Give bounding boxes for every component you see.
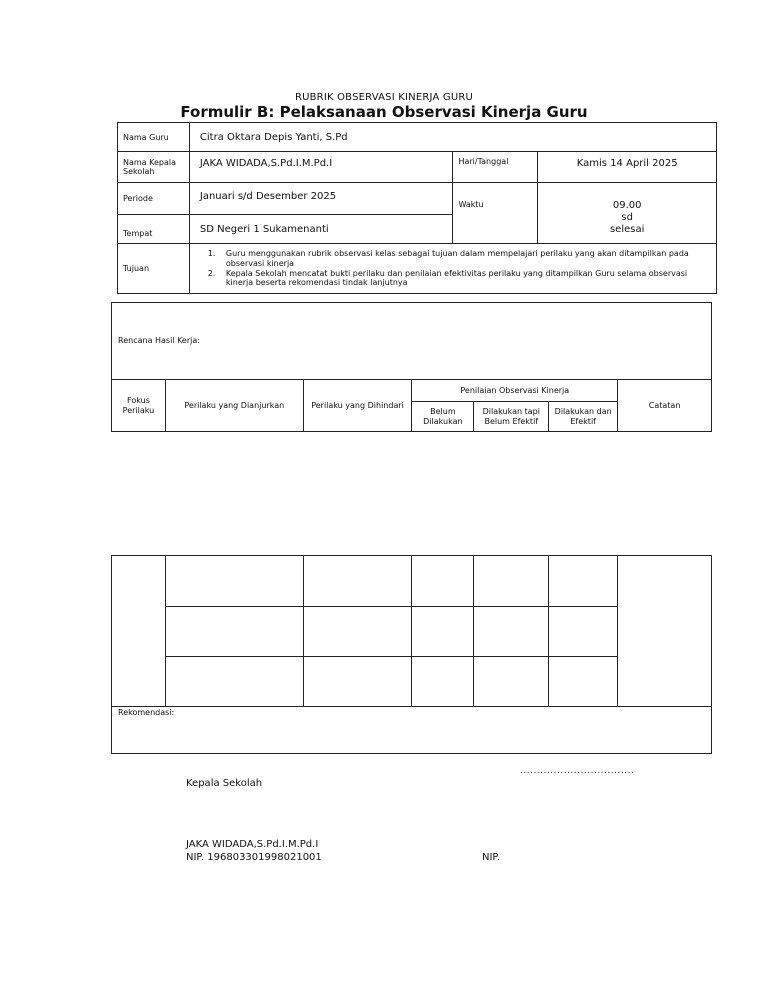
observasi-body-table <box>111 555 712 754</box>
dihindari-cell[interactable] <box>303 657 412 707</box>
signature-name: JAKA WIDADA,S.Pd.I.M.Pd.I <box>186 839 319 850</box>
rekomendasi-label: Rekomendasi: <box>112 707 712 754</box>
kepala-sekolah-value: JAKA WIDADA,S.Pd.I.M.Pd.I <box>189 152 453 183</box>
nama-guru-label: Nama Guru <box>118 123 190 152</box>
hari-tanggal-value: Kamis 14 April 2025 <box>538 152 717 183</box>
perilaku-dianjurkan-header: Perilaku yang Dianjurkan <box>165 380 303 432</box>
catatan-cell[interactable] <box>618 556 712 707</box>
rencana-hasil-kerja-label: Rencana Hasil Kerja: <box>112 303 712 380</box>
perilaku-dihindari-header: Perilaku yang Dihindari <box>303 380 412 432</box>
form-subtitle: RUBRIK OBSERVASI KINERJA GURU <box>294 92 474 103</box>
hari-tanggal-label: Hari/Tanggal <box>453 152 538 183</box>
observasi-table <box>111 302 712 432</box>
waktu-line-3: selesai <box>609 224 645 235</box>
waktu-line-2: sd <box>621 212 633 223</box>
tujuan-item-1: 1. Guru menggunakan rubrik observasi kelas sebagai tujuan dalam mempelajari perilaku yang akan ditampilkan pada observasi kinerja <box>218 249 716 268</box>
tujuan-item-2: 2. Kepala Sekolah mencatat bukti perilaku dan penilaian efektivitas perilaku yang ditampilkan Guru selama observasi kinerja beserta rekomendasi tindak lanjutnya <box>218 269 716 288</box>
efektif-cell[interactable] <box>549 556 618 607</box>
tempat-value: SD Negeri 1 Sukamenanti <box>189 215 453 244</box>
belum-efektif-cell[interactable] <box>474 657 549 707</box>
fokus-cell[interactable] <box>112 556 166 707</box>
signature-role: Kepala Sekolah <box>186 778 263 789</box>
belum-cell[interactable] <box>412 556 474 607</box>
tujuan-label: Tujuan <box>118 244 190 294</box>
dianjurkan-cell[interactable] <box>165 607 303 657</box>
tujuan-list <box>189 244 716 294</box>
belum-efektif-cell[interactable] <box>474 607 549 657</box>
kepala-sekolah-label: Nama Kepala Sekolah <box>118 152 190 183</box>
belum-dilakukan-header: Belum Dilakukan <box>412 402 474 432</box>
form-title: Formulir B: Pelaksanaan Observasi Kinerja Guru <box>180 103 588 121</box>
waktu-value <box>538 183 717 244</box>
dianjurkan-cell[interactable] <box>165 556 303 607</box>
signature-nip-right: NIP. <box>482 852 501 863</box>
efektif-cell[interactable] <box>549 657 618 707</box>
dihindari-cell[interactable] <box>303 607 412 657</box>
waktu-line-1: 09.00 <box>612 200 642 211</box>
catatan-header: Catatan <box>618 380 712 432</box>
info-table <box>117 122 717 294</box>
dianjurkan-cell[interactable] <box>165 657 303 707</box>
penilaian-observasi-header: Penilaian Observasi Kinerja <box>412 380 618 402</box>
belum-efektif-header: Dilakukan tapi Belum Efektif <box>474 402 549 432</box>
waktu-label: Waktu <box>453 183 538 244</box>
belum-cell[interactable] <box>412 657 474 707</box>
periode-value: Januari s/d Desember 2025 <box>189 183 453 215</box>
dihindari-cell[interactable] <box>303 556 412 607</box>
periode-label: Periode <box>118 183 190 215</box>
efektif-cell[interactable] <box>549 607 618 657</box>
dilakukan-efektif-header: Dilakukan dan Efektif <box>549 402 618 432</box>
fokus-perilaku-header: Fokus Perilaku <box>112 380 166 432</box>
nama-guru-value: Citra Oktara Depis Yanti, S.Pd <box>189 123 716 152</box>
tempat-label: Tempat <box>118 215 190 244</box>
signature-nip: NIP. 196803301998021001 <box>186 852 322 863</box>
belum-cell[interactable] <box>412 607 474 657</box>
belum-efektif-cell[interactable] <box>474 556 549 607</box>
signature-date-dots: .................................. <box>520 766 635 776</box>
